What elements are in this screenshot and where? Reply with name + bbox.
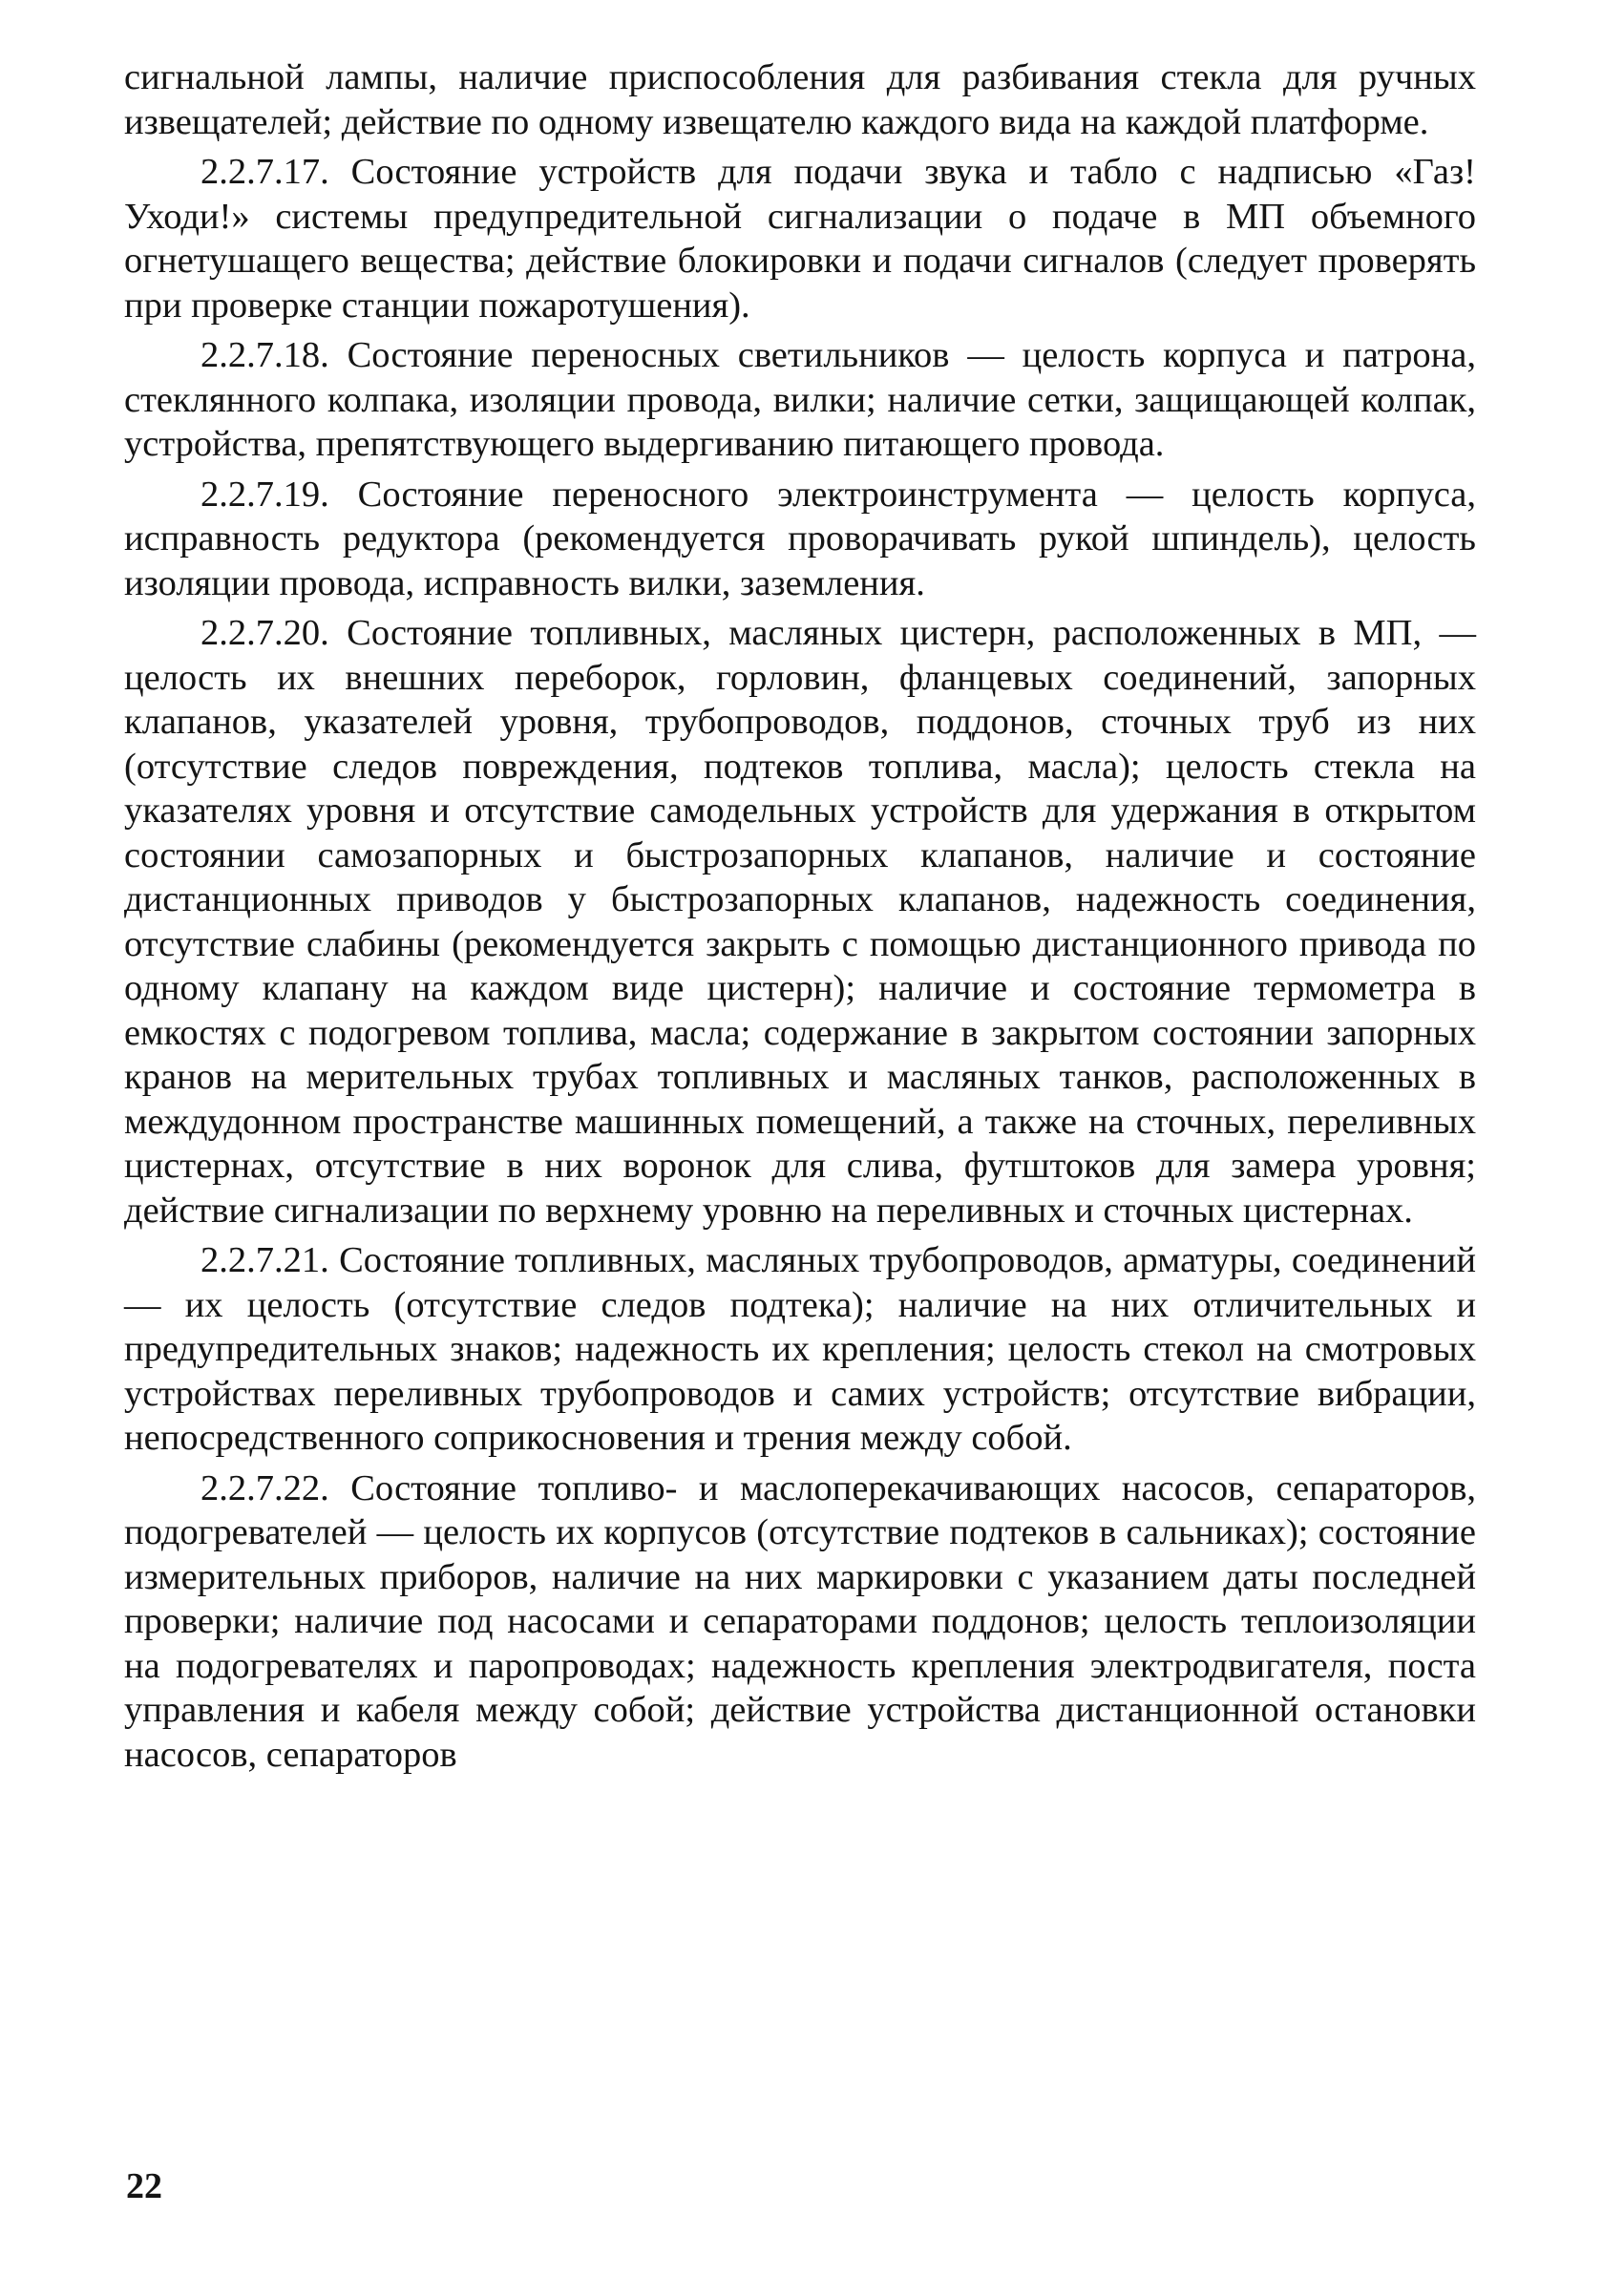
paragraph-2-2-7-21: 2.2.7.21. Состояние топливных, масляных трубопроводов, арматуры, соединений — их целость (отсутствие следов подтека); наличие на них отличительных и предупредительных знаков; надежность их крепления; целость стекол на смотровых устройствах переливных трубопроводов и самих устройств; отсутствие вибрации, непосредственного соприкосновения и трения между собой. <box>124 1240 1476 1458</box>
paragraph-2-2-7-20: 2.2.7.20. Состояние топливных, масляных цистерн, расположенных в МП, — целость их внешних переборок, горловин, фланцевых соединений, запорных клапанов, указателей уровня, трубопроводов, поддонов, сточных труб из них (отсутствие следов повреждения, подтеков топлива, масла); целость стекла на указателях уровня и отсутствие самодельных устройств для удержания в открытом состоянии самозапорных и быстрозапорных клапанов, наличие и состояние дистанционных приводов у быстрозапорных клапанов, надежность соединения, отсутствие слабины (рекомендуется закрыть с помощью дистанционного привода по одному клапану на каждом виде цистерн); наличие и состояние термометра в емкостях с подогревом топлива, масла; содержание в закрытом состоянии запорных кранов на мерительных трубах топливных и масляных танков, расположенных в междудонном пространстве машинных помещений, а также на сточных, переливных цистернах, отсутствие в них воронок для слива, футштоков для замера уровня; действие сигнализации по верхнему уровню на переливных и сточных цистернах. <box>124 613 1476 1231</box>
paragraph-2-2-7-22: 2.2.7.22. Состояние топливо- и маслоперекачивающих насосов, сепараторов, подогревателей — целость их корпусов (отсутствие подтеков в сальниках); состояние измерительных приборов, наличие на них маркировки с указанием даты последней проверки; наличие под насосами и сепараторами поддонов; целость теплоизоляции на подогревателях и паропроводах; надежность крепления электродвигателя, поста управления и кабеля между собой; действие устройства дистанционной остановки насосов, сепараторов <box>124 1467 1476 1775</box>
paragraph-2-2-7-17: 2.2.7.17. Состояние устройств для подачи звука и табло с надписью «Газ! Уходи!» системы предупредительной сигнализации о подаче в МП объемного огнетушащего вещества; действие блокировки и подачи сигналов (следует проверять при проверке станции пожаротушения). <box>124 152 1476 326</box>
paragraph-continuation: сигнальной лампы, наличие приспособления для разбивания стекла для ручных извещателей; действие по одному извещателю каждого вида на каждой платформе. <box>124 57 1476 142</box>
paragraph-2-2-7-18: 2.2.7.18. Состояние переносных светильников — целость корпуса и патрона, стеклянного колпака, изоляции провода, вилки; наличие сетки, защищающей колпак, устройства, препятствующего выдергиванию питающего провода. <box>124 335 1476 464</box>
page-number: 22 <box>126 2166 162 2206</box>
page-body <box>124 55 1476 2206</box>
paragraph-2-2-7-19: 2.2.7.19. Состояние переносного электроинструмента — целость корпуса, исправность редуктора (рекомендуется проворачивать рукой шпиндель), целость изоляции провода, исправность вилки, заземления. <box>124 474 1476 603</box>
